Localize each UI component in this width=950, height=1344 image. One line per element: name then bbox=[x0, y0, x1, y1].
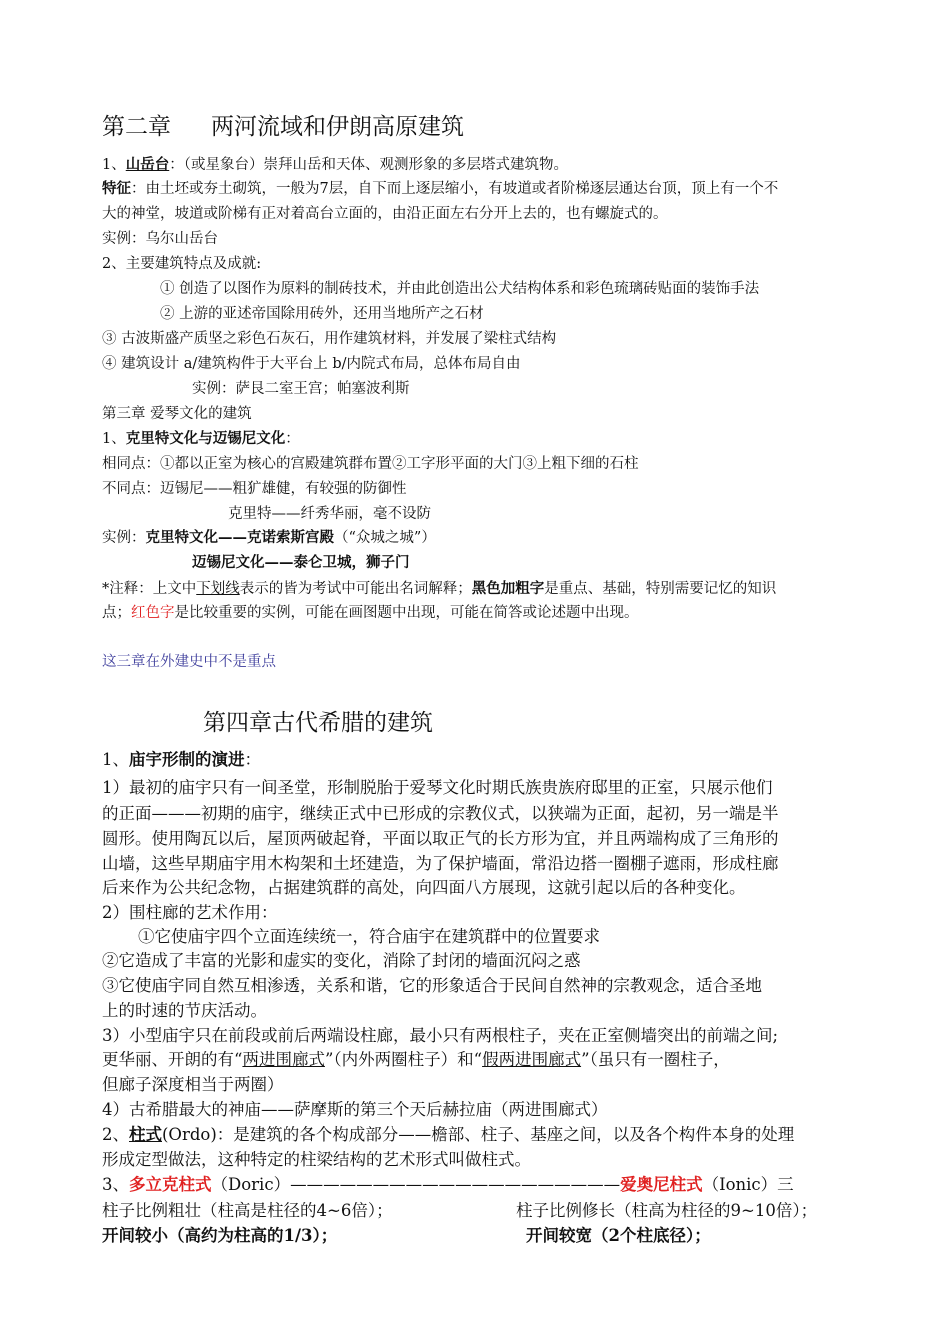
item-number: 3、 bbox=[102, 1175, 129, 1194]
ch4-t13: 但廊子深度相当于两圈） bbox=[102, 1075, 284, 1094]
ch4-item1-title: 庙宇形制的演进 bbox=[129, 750, 245, 769]
note-text: 表示的皆为考试中可能出名词解释； bbox=[239, 581, 472, 597]
not-key-note: 这三章在外建史中不是重点 bbox=[102, 654, 276, 670]
ch2-feature-line1 bbox=[102, 179, 778, 199]
ch3-example2: 迈锡尼文化——泰仑卫城，狮子门 bbox=[192, 554, 410, 571]
chapter2-number: 第二章 bbox=[102, 114, 171, 140]
ch2-item1 bbox=[102, 155, 568, 175]
chapter4-title: 第四章古代希腊的建筑 bbox=[203, 710, 433, 736]
ch2-point4: ④ 建筑设计 a/建筑构件于大平台上 b/内院式布局，总体布局自由 bbox=[102, 356, 521, 372]
item-number: 1、 bbox=[102, 431, 126, 447]
ch2-item2: 2、主要建筑特点及成就: bbox=[102, 256, 262, 272]
ionic-order: 爱奥尼柱式 bbox=[620, 1175, 703, 1194]
note-text: 是比较重要的实例，可能在画图题中出现，可能在简答或论述题中出现。 bbox=[174, 605, 639, 621]
ch4-t4: 山墙，这些早期庙宇用木构架和土坯建造，为了保护墙面，常沿边搭一圈棚子遮雨，形成柱廊 bbox=[102, 854, 779, 873]
ch4-t15 bbox=[102, 1122, 794, 1148]
doric-english: （Doric） bbox=[211, 1175, 291, 1194]
ch2-point1: ① 创造了以图作为原料的制砖技术，并由此创造出公犬结构体系和彩色琉璃砖贴面的装饰手法 bbox=[160, 281, 760, 297]
example-label: 实例： bbox=[102, 530, 146, 546]
ch3-diff2: 克里特——纤秀华丽，毫不设防 bbox=[228, 506, 431, 522]
ch4-t10: 上的时速的节庆活动。 bbox=[102, 1001, 267, 1020]
note-text: 是重点、基础，特别需要记忆的知识 bbox=[544, 581, 777, 597]
note-bold: 黑色加粗字 bbox=[471, 580, 545, 597]
feature-label: 特征 bbox=[102, 180, 131, 197]
feature-text: ：由土坯或夯土砌筑，一般为7层，自下而上逐层缩小，有坡道或者阶梯逐层通达台顶，顶上有一个不 bbox=[131, 181, 779, 197]
ch3-diff: 不同点：迈锡尼——粗犷雄健，有较强的防御性 bbox=[102, 481, 407, 497]
chapter2-title bbox=[102, 112, 464, 142]
ch2-example1: 实例：乌尔山岳台 bbox=[102, 231, 218, 247]
term-order: 柱式 bbox=[129, 1125, 162, 1144]
ch4-t14: 4）古希腊最大的神庙——萨摩斯的第三个天后赫拉庙（两进围廊式） bbox=[102, 1100, 608, 1119]
note-line1 bbox=[102, 579, 776, 599]
dash-separator: ———————————————————— bbox=[290, 1175, 621, 1194]
ch4-t16: 形成定型做法，这种特定的柱梁结构的艺术形式叫做柱式。 bbox=[102, 1150, 531, 1169]
colon: ： bbox=[244, 750, 261, 769]
ch4-t1: 1）最初的庙宇只有一间圣堂，形制脱胎于爱琴文化时期氏族贵族府邸里的正室，只展示他们 bbox=[102, 778, 773, 797]
ionic-english: （Ionic）三 bbox=[702, 1175, 794, 1194]
text: (Ordo)：是建筑的各个构成部分——檐部、柱子、基座之间，以及各个构件本身的处理 bbox=[162, 1125, 795, 1144]
text: ”（虽只有一圈柱子， bbox=[581, 1050, 730, 1069]
ch3-example1 bbox=[102, 528, 436, 548]
ch4-t8: ②它造成了丰富的光影和虚实的变化，消除了封闭的墙面沉闷之惑 bbox=[102, 951, 581, 970]
ch4-t18 bbox=[102, 1198, 393, 1224]
ch4-item1 bbox=[102, 747, 261, 773]
ch4-t3: 圆形。使用陶瓦以后，屋顶两破起脊，平面以取正气的长方形为宜，并且两端构成了三角形的 bbox=[102, 829, 779, 848]
ch3-item1-title: 克里特文化与迈锡尼文化 bbox=[125, 430, 286, 447]
ch4-t12 bbox=[102, 1047, 730, 1073]
note-red: 红色字 bbox=[131, 605, 175, 621]
term-dipteral: 两进围廊式 bbox=[242, 1050, 325, 1069]
item-number: 2、 bbox=[102, 1125, 129, 1144]
term-ziggurat: 山岳台 bbox=[125, 156, 170, 173]
term-pseudodipteral: 假两进围廊式 bbox=[482, 1050, 582, 1069]
ch4-t2: 的正面———初期的庙宇，继续正式中已形成的宗教仪式，以狭端为正面，起初，另一端是半 bbox=[102, 804, 779, 823]
ch2-point2: ② 上游的亚述帝国除用砖外，还用当地所产之石材 bbox=[160, 306, 484, 322]
chapter2-name: 两河流域和伊朗高原建筑 bbox=[211, 114, 464, 140]
ionic-spacing: 开间较宽（2个柱底径）； bbox=[526, 1226, 711, 1245]
text: ”（内外两圈柱子）和“ bbox=[324, 1050, 483, 1069]
ch2-feature-line2: 大的神堂，坡道或阶梯有正对着高台立面的，由沿正面左右分开上去的，也有螺旋式的。 bbox=[102, 206, 668, 222]
text: 更华丽、开朗的有“ bbox=[102, 1050, 243, 1069]
note-underline: 下划线 bbox=[196, 581, 240, 597]
doric-proportion: 柱子比例粗壮（柱高是柱径的4~6倍）； bbox=[102, 1201, 393, 1220]
ch3-item1 bbox=[102, 429, 300, 449]
chapter3-title: 第三章 爱琴文化的建筑 bbox=[102, 406, 252, 422]
ch3-same: 相同点：①都以正室为核心的宫殿建筑群布置②工字形平面的大门③上粗下细的石柱 bbox=[102, 456, 639, 472]
ch2-example2: 实例：萨艮二室王宫；帕塞波利斯 bbox=[192, 381, 410, 397]
ch4-t11: 3）小型庙宇只在前段或前后两端设柱廊，最小只有两根柱子，夹在正室侧墙突出的前端之间; bbox=[102, 1026, 779, 1045]
note-line2 bbox=[102, 603, 639, 623]
item-number: 1、 bbox=[102, 157, 126, 173]
ch2-point3: ③ 古波斯盛产质坚之彩色石灰石，用作建筑材料，并发展了梁柱式结构 bbox=[102, 331, 557, 347]
note-text: *注释：上文中 bbox=[102, 581, 197, 597]
item-text: ：（或星象台）崇拜山岳和天体、观测形象的多层塔式建筑物。 bbox=[169, 157, 568, 173]
doric-order: 多立克柱式 bbox=[129, 1175, 212, 1194]
ch4-t9: ③它使庙宇同自然互相渗透，关系和谐，它的形象适合于民间自然神的宗教观念，适合圣地 bbox=[102, 976, 762, 995]
item-number: 1、 bbox=[102, 750, 129, 769]
ch4-t6: 2）围柱廊的艺术作用： bbox=[102, 903, 278, 922]
note-text: 点； bbox=[102, 605, 131, 621]
doric-spacing: 开间较小（高约为柱高的1/3）； bbox=[102, 1226, 338, 1245]
colon: ： bbox=[285, 431, 300, 447]
ch4-t7: ①它使庙宇四个立面连续统一，符合庙宇在建筑群中的位置要求 bbox=[138, 927, 600, 946]
example-minoan: 克里特文化——克诺索斯宫殿 bbox=[145, 529, 334, 546]
ch4-t17 bbox=[102, 1172, 794, 1198]
example-minoan-note: （“众城之城”） bbox=[334, 530, 436, 546]
ch4-t5: 后来作为公共纪念物，占据建筑群的高处，向四面八方展现，这就引起以后的各种变化。 bbox=[102, 878, 746, 897]
ionic-proportion: 柱子比例修长（柱高为柱径的9~10倍）； bbox=[516, 1201, 818, 1220]
